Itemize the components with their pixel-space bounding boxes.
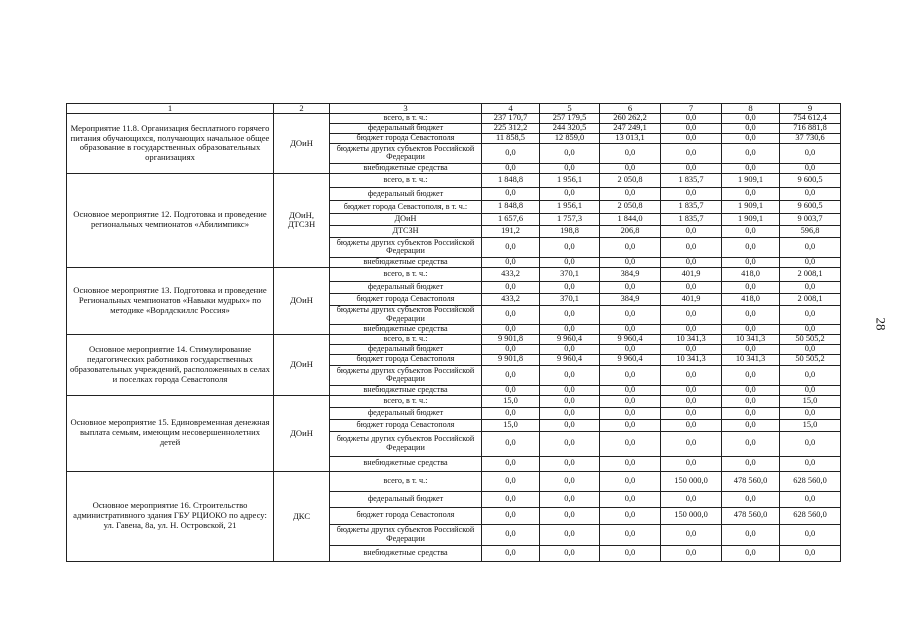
amount-cell: 0,0 [661,524,722,545]
amount-cell: 0,0 [540,257,600,267]
amount-cell: 0,0 [600,491,661,507]
amount-cell: 1 835,7 [661,200,722,213]
amount-cell: 37 730,6 [780,133,841,143]
amount-cell: 0,0 [540,431,600,456]
amount-cell: 0,0 [722,395,780,407]
amount-cell: 0,0 [540,507,600,524]
funding-source: бюджеты других субъектов Российской Федерации [330,431,482,456]
column-header: 8 [722,104,780,114]
table-row [67,334,841,344]
amount-cell: 225 312,2 [482,123,540,133]
activity-name: Основное мероприятие 12. Подготовка и проведение региональных чемпионатов «Абилимпикс» [67,173,274,267]
amount-cell: 0,0 [722,133,780,143]
funding-source: бюджеты других субъектов Российской Федерации [330,143,482,163]
amount-cell: 0,0 [482,385,540,395]
amount-cell: 1 835,7 [661,213,722,225]
amount-cell: 0,0 [661,324,722,334]
amount-cell: 0,0 [722,419,780,431]
funding-source: бюджет города Севастополя [330,419,482,431]
amount-cell: 1 844,0 [600,213,661,225]
amount-cell: 0,0 [540,344,600,354]
funding-source: бюджет города Севастополя [330,133,482,143]
amount-cell: 0,0 [722,114,780,124]
amount-cell: 0,0 [482,365,540,385]
amount-cell: 0,0 [722,524,780,545]
amount-cell: 478 560,0 [722,507,780,524]
amount-cell: 0,0 [482,491,540,507]
amount-cell: 0,0 [600,524,661,545]
amount-cell: 206,8 [600,225,661,237]
amount-cell: 0,0 [780,524,841,545]
amount-cell: 0,0 [722,281,780,293]
amount-cell: 0,0 [540,385,600,395]
amount-cell: 0,0 [600,456,661,471]
amount-cell: 10 341,3 [722,334,780,344]
amount-cell: 0,0 [600,281,661,293]
amount-cell: 1 909,1 [722,213,780,225]
column-header: 4 [482,104,540,114]
amount-cell: 0,0 [661,395,722,407]
amount-cell: 0,0 [780,163,841,173]
amount-cell: 10 341,3 [722,354,780,365]
amount-cell: 0,0 [482,344,540,354]
amount-cell: 596,8 [780,225,841,237]
amount-cell: 0,0 [722,491,780,507]
amount-cell: 0,0 [661,431,722,456]
amount-cell: 0,0 [540,471,600,491]
amount-cell: 0,0 [722,365,780,385]
funding-source: внебюджетные средства [330,163,482,173]
amount-cell: 0,0 [482,237,540,257]
funding-source: бюджеты других субъектов Российской Федерации [330,365,482,385]
amount-cell: 0,0 [722,225,780,237]
amount-cell: 0,0 [482,431,540,456]
funding-source: всего, в т. ч.: [330,114,482,124]
amount-cell: 0,0 [540,237,600,257]
amount-cell: 433,2 [482,293,540,305]
amount-cell: 0,0 [482,545,540,561]
amount-cell: 2 050,8 [600,200,661,213]
table-row [67,267,841,281]
amount-cell: 0,0 [600,507,661,524]
activity-name: Основное мероприятие 13. Подготовка и проведение Региональных чемпионатов «Навыки мудрых» по методике «Ворлдскиллс Россия» [67,267,274,334]
amount-cell: 10 341,3 [661,334,722,344]
funding-source: бюджет города Севастополя, в т. ч.: [330,200,482,213]
column-header: 6 [600,104,661,114]
funding-source: внебюджетные средства [330,545,482,561]
amount-cell: 0,0 [600,385,661,395]
amount-cell: 0,0 [661,257,722,267]
amount-cell: 401,9 [661,293,722,305]
amount-cell: 1 757,3 [540,213,600,225]
amount-cell: 9 600,5 [780,173,841,187]
amount-cell: 0,0 [722,163,780,173]
amount-cell: 628 560,0 [780,471,841,491]
funding-source: всего, в т. ч.: [330,173,482,187]
amount-cell: 0,0 [482,281,540,293]
responsible-executor: ДОиН [274,395,330,471]
column-header: 9 [780,104,841,114]
amount-cell: 0,0 [722,324,780,334]
amount-cell: 0,0 [722,237,780,257]
amount-cell: 9 003,7 [780,213,841,225]
amount-cell: 0,0 [722,187,780,200]
amount-cell: 1 657,6 [482,213,540,225]
amount-cell: 2 050,8 [600,173,661,187]
amount-cell: 0,0 [661,237,722,257]
amount-cell: 0,0 [722,344,780,354]
amount-cell: 10 341,3 [661,354,722,365]
amount-cell: 0,0 [482,471,540,491]
amount-cell: 0,0 [600,305,661,324]
amount-cell: 150 000,0 [661,471,722,491]
amount-cell: 418,0 [722,293,780,305]
amount-cell: 9 901,8 [482,334,540,344]
amount-cell: 0,0 [780,143,841,163]
amount-cell: 0,0 [540,143,600,163]
amount-cell: 0,0 [600,237,661,257]
column-header: 3 [330,104,482,114]
funding-source: федеральный бюджет [330,281,482,293]
amount-cell: 0,0 [540,456,600,471]
amount-cell: 433,2 [482,267,540,281]
amount-cell: 478 560,0 [722,471,780,491]
amount-cell: 0,0 [482,456,540,471]
column-header: 7 [661,104,722,114]
amount-cell: 0,0 [482,163,540,173]
amount-cell: 0,0 [600,143,661,163]
amount-cell: 0,0 [600,419,661,431]
responsible-executor: ДОиН [274,114,330,174]
amount-cell: 257 179,5 [540,114,600,124]
amount-cell: 0,0 [722,545,780,561]
amount-cell: 0,0 [600,545,661,561]
amount-cell: 11 858,5 [482,133,540,143]
amount-cell: 1 956,1 [540,173,600,187]
amount-cell: 0,0 [780,407,841,419]
column-header: 5 [540,104,600,114]
amount-cell: 0,0 [482,143,540,163]
amount-cell: 1 848,8 [482,173,540,187]
amount-cell: 0,0 [780,305,841,324]
amount-cell: 260 262,2 [600,114,661,124]
funding-source: бюджет города Севастополя [330,293,482,305]
funding-source: бюджет города Севастополя [330,354,482,365]
amount-cell: 0,0 [661,281,722,293]
amount-cell: 0,0 [482,257,540,267]
amount-cell: 0,0 [540,524,600,545]
table-row [67,173,841,187]
amount-cell: 0,0 [722,257,780,267]
amount-cell: 2 008,1 [780,267,841,281]
table-body [67,104,841,562]
amount-cell: 9 960,4 [540,354,600,365]
amount-cell: 384,9 [600,293,661,305]
amount-cell: 247 249,1 [600,123,661,133]
table-row [67,471,841,491]
amount-cell: 0,0 [540,163,600,173]
amount-cell: 0,0 [661,187,722,200]
funding-source: всего, в т. ч.: [330,334,482,344]
amount-cell: 0,0 [540,545,600,561]
amount-cell: 1 956,1 [540,200,600,213]
amount-cell: 370,1 [540,267,600,281]
funding-source: ДТСЗН [330,225,482,237]
amount-cell: 150 000,0 [661,507,722,524]
amount-cell: 384,9 [600,267,661,281]
funding-source: всего, в т. ч.: [330,267,482,281]
amount-cell: 9 960,4 [600,334,661,344]
amount-cell: 12 859,0 [540,133,600,143]
amount-cell: 0,0 [780,344,841,354]
amount-cell: 0,0 [540,491,600,507]
amount-cell: 716 881,8 [780,123,841,133]
amount-cell: 401,9 [661,267,722,281]
amount-cell: 50 505,2 [780,354,841,365]
amount-cell: 9 960,4 [540,334,600,344]
amount-cell: 0,0 [722,431,780,456]
amount-cell: 0,0 [482,324,540,334]
amount-cell: 0,0 [600,471,661,491]
amount-cell: 628 560,0 [780,507,841,524]
amount-cell: 0,0 [600,187,661,200]
amount-cell: 237 170,7 [482,114,540,124]
amount-cell: 0,0 [600,257,661,267]
amount-cell: 0,0 [780,545,841,561]
amount-cell: 0,0 [600,407,661,419]
amount-cell: 0,0 [722,305,780,324]
funding-source: бюджет города Севастополя [330,507,482,524]
header-row [67,104,841,114]
responsible-executor: ДОиН [274,334,330,395]
funding-source: бюджеты других субъектов Российской Федерации [330,305,482,324]
funding-source: федеральный бюджет [330,407,482,419]
amount-cell: 0,0 [780,456,841,471]
amount-cell: 418,0 [722,267,780,281]
responsible-executor: ДОиН [274,267,330,334]
funding-source: внебюджетные средства [330,385,482,395]
amount-cell: 15,0 [482,419,540,431]
amount-cell: 0,0 [661,305,722,324]
amount-cell: 9 901,8 [482,354,540,365]
amount-cell: 0,0 [600,395,661,407]
amount-cell: 50 505,2 [780,334,841,344]
funding-source: федеральный бюджет [330,491,482,507]
amount-cell: 0,0 [661,114,722,124]
amount-cell: 0,0 [540,281,600,293]
activity-name: Мероприятие 11.8. Организация бесплатного горячего питания обучающихся, получающих начальное общее образование в государственных образовательных организациях [67,114,274,174]
funding-source: бюджеты других субъектов Российской Федерации [330,524,482,545]
amount-cell: 15,0 [482,395,540,407]
funding-source: федеральный бюджет [330,123,482,133]
amount-cell: 0,0 [780,385,841,395]
funding-source: всего, в т. ч.: [330,471,482,491]
amount-cell: 0,0 [540,407,600,419]
responsible-executor: ДОиН, ДТСЗН [274,173,330,267]
amount-cell: 0,0 [540,305,600,324]
amount-cell: 0,0 [722,143,780,163]
amount-cell: 0,0 [540,365,600,385]
amount-cell: 0,0 [661,163,722,173]
activity-name: Основное мероприятие 16. Строительство административного здания ГБУ РЦИОКО по адресу: ул. Гавена, 8а, ул. Н. Островской, 21 [67,471,274,561]
funding-source: внебюджетные средства [330,456,482,471]
amount-cell: 1 909,1 [722,173,780,187]
amount-cell: 0,0 [540,395,600,407]
amount-cell: 0,0 [661,123,722,133]
amount-cell: 0,0 [722,407,780,419]
amount-cell: 2 008,1 [780,293,841,305]
amount-cell: 0,0 [780,187,841,200]
budget-table [66,103,841,562]
activity-name: Основное мероприятие 15. Единовременная денежная выплата семьям, имеющим несовершеннолетних детей [67,395,274,471]
amount-cell: 0,0 [661,385,722,395]
funding-source: бюджеты других субъектов Российской Федерации [330,237,482,257]
funding-source: внебюджетные средства [330,257,482,267]
amount-cell: 0,0 [600,431,661,456]
amount-cell: 0,0 [661,365,722,385]
amount-cell: 9 600,5 [780,200,841,213]
amount-cell: 0,0 [661,545,722,561]
amount-cell: 0,0 [780,365,841,385]
amount-cell: 191,2 [482,225,540,237]
amount-cell: 0,0 [661,225,722,237]
amount-cell: 0,0 [600,163,661,173]
amount-cell: 1 909,1 [722,200,780,213]
amount-cell: 0,0 [780,491,841,507]
amount-cell: 0,0 [482,524,540,545]
amount-cell: 0,0 [482,305,540,324]
amount-cell: 0,0 [661,456,722,471]
amount-cell: 198,8 [540,225,600,237]
amount-cell: 0,0 [661,419,722,431]
amount-cell: 244 320,5 [540,123,600,133]
funding-source: федеральный бюджет [330,187,482,200]
amount-cell: 0,0 [780,257,841,267]
amount-cell: 0,0 [722,456,780,471]
responsible-executor: ДКС [274,471,330,561]
amount-cell: 0,0 [780,431,841,456]
funding-source: внебюджетные средства [330,324,482,334]
amount-cell: 0,0 [661,407,722,419]
amount-cell: 0,0 [661,143,722,163]
amount-cell: 9 960,4 [600,354,661,365]
amount-cell: 0,0 [780,281,841,293]
amount-cell: 0,0 [722,385,780,395]
amount-cell: 0,0 [482,187,540,200]
amount-cell: 0,0 [540,419,600,431]
funding-source: ДОиН [330,213,482,225]
amount-cell: 15,0 [780,419,841,431]
amount-cell: 15,0 [780,395,841,407]
table-row [67,114,841,124]
amount-cell: 0,0 [661,344,722,354]
amount-cell: 1 848,8 [482,200,540,213]
amount-cell: 1 835,7 [661,173,722,187]
activity-name: Основное мероприятие 14. Стимулирование педагогических работников государственных образовательных учреждений, расположенных в селах и поселках города Севастополя [67,334,274,395]
funding-source: федеральный бюджет [330,344,482,354]
amount-cell: 0,0 [482,407,540,419]
amount-cell: 0,0 [780,237,841,257]
amount-cell: 0,0 [600,324,661,334]
column-header: 1 [67,104,274,114]
amount-cell: 0,0 [540,324,600,334]
amount-cell: 370,1 [540,293,600,305]
amount-cell: 0,0 [780,324,841,334]
amount-cell: 13 013,1 [600,133,661,143]
amount-cell: 0,0 [600,344,661,354]
amount-cell: 754 612,4 [780,114,841,124]
amount-cell: 0,0 [600,365,661,385]
amount-cell: 0,0 [482,507,540,524]
column-header: 2 [274,104,330,114]
table-row [67,395,841,407]
amount-cell: 0,0 [661,491,722,507]
amount-cell: 0,0 [722,123,780,133]
amount-cell: 0,0 [540,187,600,200]
funding-source: всего, в т. ч.: [330,395,482,407]
amount-cell: 0,0 [661,133,722,143]
page-number: 28 [873,317,889,331]
